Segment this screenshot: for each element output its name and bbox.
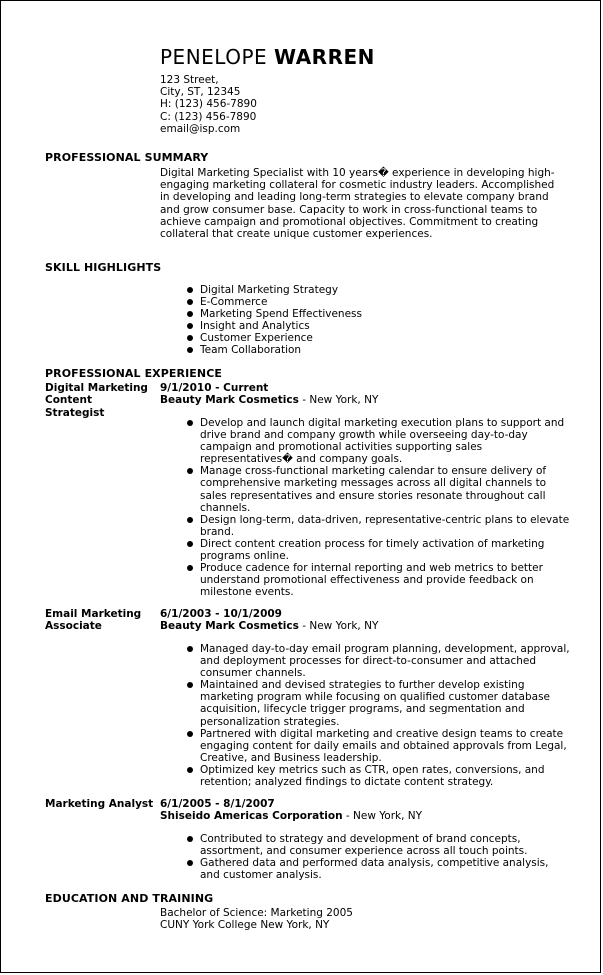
duty-item: Produce cadence for internal reporting and web metrics to better understand promotional effectiveness and provide feedback on milestone events. (185, 562, 570, 598)
contact-email: email@isp.com (160, 122, 241, 135)
duty-item: Maintained and devised strategies to further develop existing marketing program while focusing on qualified customer database acquisition, lifecycle trigger programs, and segmentation and personalization strategies. (185, 679, 570, 727)
job-location: - New York, NY (342, 810, 423, 822)
contact-cell-phone: C: (123) 456-7890 (160, 110, 257, 123)
job-employer (160, 620, 378, 632)
job-title: Digital Marketing Content Strategist (45, 382, 148, 419)
skills-list (185, 284, 445, 357)
job-dates: 6/1/2003 - 10/1/2009 (160, 608, 282, 620)
company-name: Beauty Mark Cosmetics (160, 620, 299, 632)
job-employer (160, 394, 378, 406)
job-location: - New York, NY (298, 620, 379, 632)
education-heading: EDUCATION AND TRAINING (45, 892, 214, 905)
job-title: Marketing Analyst (45, 798, 154, 810)
summary-heading: PROFESSIONAL SUMMARY (45, 151, 209, 164)
skill-item: Team Collaboration (185, 344, 445, 356)
experience-heading: PROFESSIONAL EXPERIENCE (45, 367, 223, 380)
job-duties (185, 643, 570, 788)
last-name: WARREN (274, 45, 375, 69)
job-dates: 6/1/2005 - 8/1/2007 (160, 798, 275, 810)
contact-info (160, 74, 257, 135)
contact-home-phone: H: (123) 456-7890 (160, 98, 257, 111)
first-name: PENELOPE (160, 45, 268, 69)
school: CUNY York College New York, NY (160, 919, 330, 932)
job-duties (185, 833, 570, 881)
education-details (160, 907, 353, 931)
job-location: - New York, NY (298, 394, 379, 406)
contact-city: City, ST, 12345 (160, 86, 241, 99)
duty-item: Manage cross-functional marketing calendar to ensure delivery of comprehensive marketing messages across all digital channels to sales representatives and ensure stories resonate throughout call channels. (185, 465, 570, 513)
skill-item: Customer Experience (185, 332, 445, 344)
job-duties (185, 417, 570, 598)
contact-street: 123 Street, (160, 74, 219, 86)
summary-text: Digital Marketing Specialist with 10 years� experience in developing high-engaging marketing collateral for cosmetic industry leaders. Accomplished in developing and leading long-term strategies to elevate company brand and grow consumer base. Capacity to work in cross-functional teams to achieve campaign and promotional objectives. Commitment to creating collateral that create unique customer experiences. (160, 167, 555, 241)
degree: Bachelor of Science: Marketing 2005 (160, 907, 353, 919)
duty-item: Optimized key metrics such as CTR, open rates, conversions, and retention; analyzed findings to dictate content strategy. (185, 764, 570, 788)
job-employer (160, 810, 422, 822)
duty-item: Gathered data and performed data analysis, competitive analysis, and customer analysis. (185, 857, 570, 881)
duty-item: Partnered with digital marketing and creative design teams to create engaging content for daily emails and obtained approvals from Legal, Creative, and Business leadership. (185, 728, 570, 764)
company-name: Shiseido Americas Corporation (160, 810, 343, 822)
skill-item: Marketing Spend Effectiveness (185, 308, 445, 320)
candidate-name (160, 45, 375, 69)
skill-item: Digital Marketing Strategy (185, 284, 445, 296)
company-name: Beauty Mark Cosmetics (160, 394, 299, 406)
duty-item: Develop and launch digital marketing execution plans to support and drive brand and company growth while overseeing day-to-day campaign and promotional activities supporting sales representatives� and company goals. (185, 417, 570, 465)
job-title: Email Marketing Associate (45, 608, 142, 633)
job-dates: 9/1/2010 - Current (160, 382, 269, 394)
skill-item: Insight and Analytics (185, 320, 445, 332)
duty-item: Managed day-to-day email program planning, development, approval, and deployment processes for direct-to-consumer and attached consumer channels. (185, 643, 570, 679)
skill-item: E-Commerce (185, 296, 445, 308)
duty-item: Contributed to strategy and development of brand concepts, assortment, and consumer experience across all touch points. (185, 833, 570, 857)
skills-heading: SKILL HIGHLIGHTS (45, 261, 162, 274)
duty-item: Direct content creation process for timely activation of marketing programs online. (185, 538, 570, 562)
duty-item: Design long-term, data-driven, representative-centric plans to elevate brand. (185, 514, 570, 538)
